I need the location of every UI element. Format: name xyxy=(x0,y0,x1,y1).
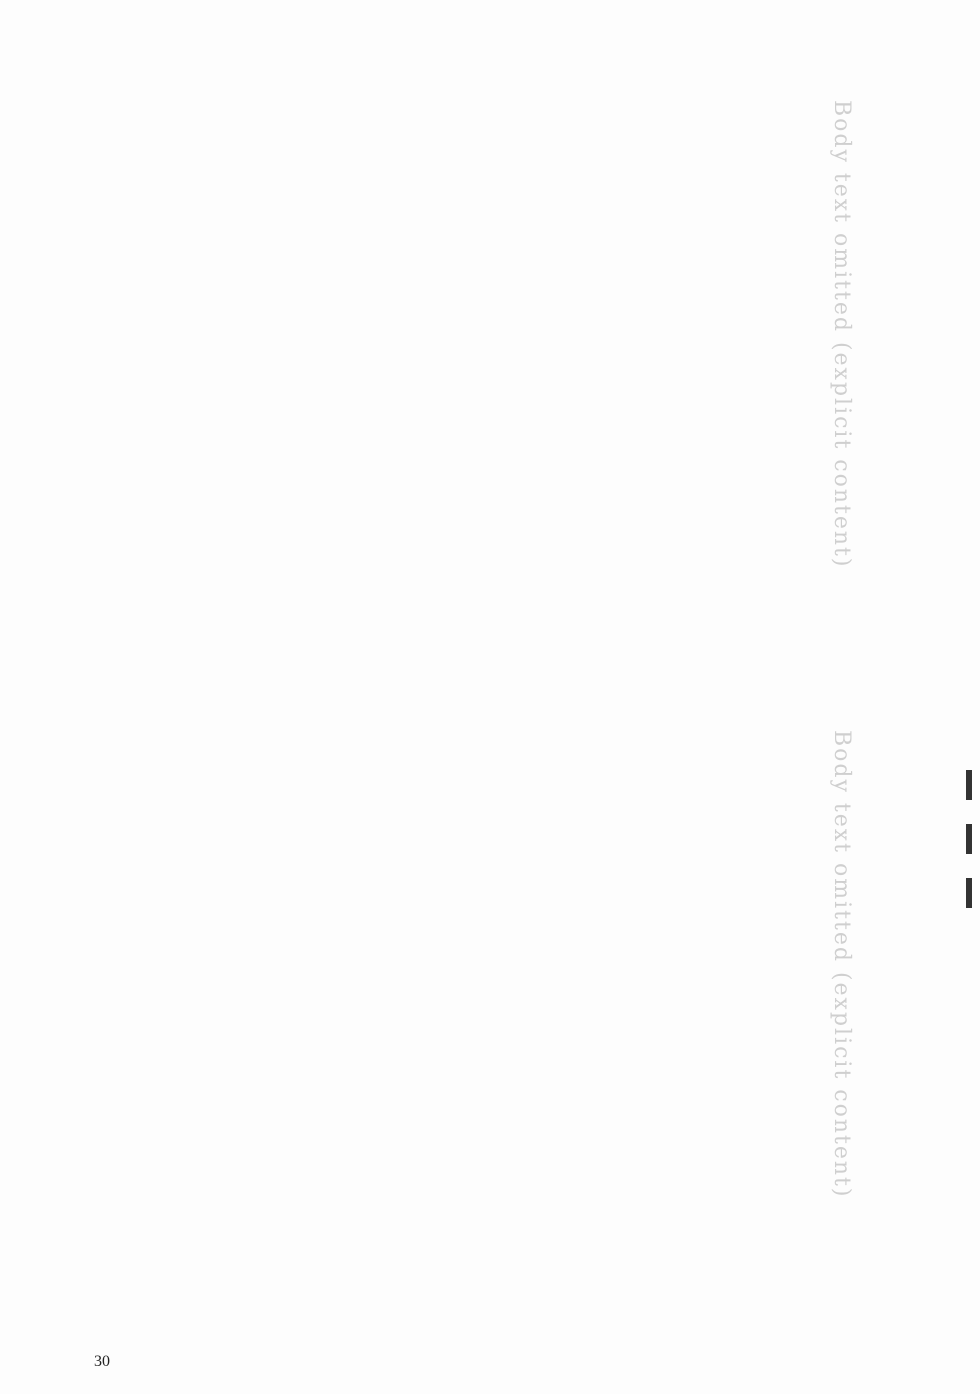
omitted-text-notice: Body text omitted (explicit content) xyxy=(829,100,854,569)
scan-edge-marks xyxy=(966,770,974,920)
omitted-text-notice: Body text omitted (explicit content) xyxy=(829,730,854,1199)
top-text-tier xyxy=(110,100,860,690)
page-number: 30 xyxy=(94,1353,110,1370)
bottom-text-tier xyxy=(110,730,860,1315)
